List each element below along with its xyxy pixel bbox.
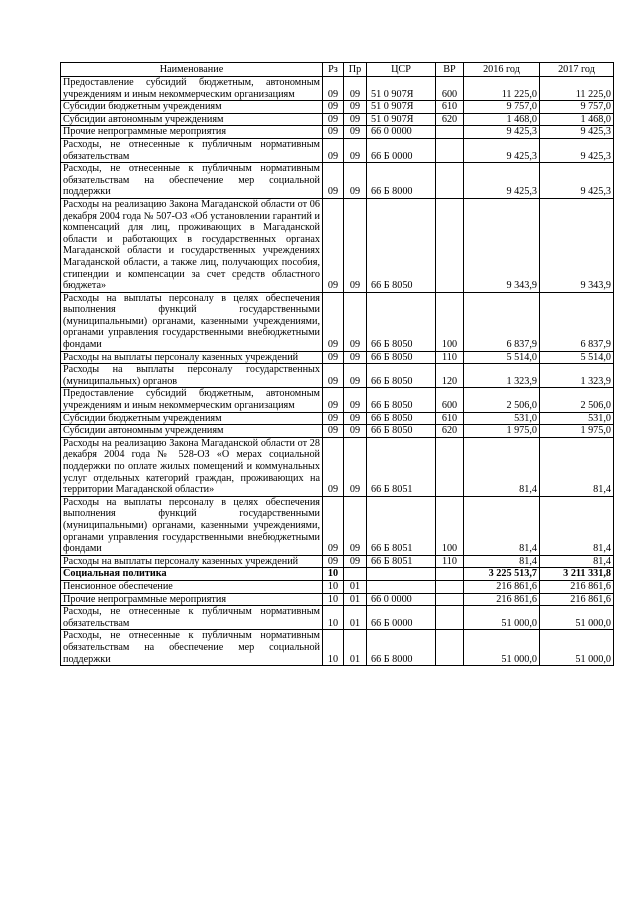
cell-2017: 81,4	[540, 555, 614, 568]
cell-2016: 9 757,0	[464, 101, 540, 114]
col-header-2017: 2017 год	[540, 63, 614, 77]
cell-vr: 600	[436, 77, 464, 101]
cell-pr: 09	[344, 388, 367, 412]
cell-name: Расходы, не отнесенные к публичным нормативным обязательствам на обеспечение мер социальной поддержки	[61, 163, 323, 199]
cell-csr: 66 Б 8050	[367, 425, 436, 438]
table-row	[61, 198, 614, 292]
cell-rz: 09	[323, 138, 344, 162]
cell-2016: 2 506,0	[464, 388, 540, 412]
cell-pr: 09	[344, 555, 367, 568]
cell-csr: 66 Б 8050	[367, 351, 436, 364]
cell-csr: 51 0 907Я	[367, 77, 436, 101]
cell-rz: 10	[323, 593, 344, 606]
cell-rz: 09	[323, 101, 344, 114]
table-row	[61, 77, 614, 101]
table-row	[61, 496, 614, 555]
cell-rz: 09	[323, 388, 344, 412]
cell-2016: 81,4	[464, 555, 540, 568]
cell-pr: 09	[344, 163, 367, 199]
cell-csr: 66 Б 8050	[367, 292, 436, 351]
cell-2017: 11 225,0	[540, 77, 614, 101]
cell-2017: 9 425,3	[540, 163, 614, 199]
cell-2017: 81,4	[540, 496, 614, 555]
cell-name: Прочие непрограммные мероприятия	[61, 593, 323, 606]
cell-2016: 51 000,0	[464, 630, 540, 666]
cell-csr	[367, 568, 436, 581]
cell-name: Расходы на реализацию Закона Магаданской области от 28 декабря 2004 года № 528-ОЗ «О мерах социальной поддержки по оплате жилых помещений и коммунальных услуг отдельных категорий граждан, проживающих на территории Магаданской области»	[61, 437, 323, 496]
cell-2016: 81,4	[464, 496, 540, 555]
cell-2017: 2 506,0	[540, 388, 614, 412]
cell-vr	[436, 126, 464, 139]
cell-name: Расходы, не отнесенные к публичным нормативным обязательствам	[61, 138, 323, 162]
cell-vr: 100	[436, 496, 464, 555]
cell-vr: 110	[436, 351, 464, 364]
col-header-rz: Рз	[323, 63, 344, 77]
table-row	[61, 425, 614, 438]
cell-pr: 09	[344, 138, 367, 162]
cell-vr	[436, 580, 464, 593]
cell-2017: 216 861,6	[540, 593, 614, 606]
cell-name: Субсидии автономным учреждениям	[61, 425, 323, 438]
cell-csr: 66 Б 8000	[367, 163, 436, 199]
cell-2017: 51 000,0	[540, 606, 614, 630]
cell-2016: 1 975,0	[464, 425, 540, 438]
cell-vr	[436, 593, 464, 606]
cell-name: Субсидии автономным учреждениям	[61, 113, 323, 126]
cell-name: Предоставление субсидий бюджетным, автономным учреждениям и иным некоммерческим организациям	[61, 388, 323, 412]
cell-rz: 09	[323, 555, 344, 568]
table-row	[61, 351, 614, 364]
table-row	[61, 593, 614, 606]
budget-table	[60, 62, 614, 666]
cell-csr: 66 Б 8050	[367, 198, 436, 292]
cell-2016: 9 425,3	[464, 163, 540, 199]
table-row	[61, 555, 614, 568]
cell-2016: 216 861,6	[464, 593, 540, 606]
cell-vr: 100	[436, 292, 464, 351]
cell-pr: 09	[344, 198, 367, 292]
cell-csr: 66 Б 8050	[367, 364, 436, 388]
cell-pr: 01	[344, 630, 367, 666]
cell-csr: 66 Б 8051	[367, 437, 436, 496]
cell-2017: 51 000,0	[540, 630, 614, 666]
table-row	[61, 101, 614, 114]
cell-name: Расходы на выплаты персоналу казенных учреждений	[61, 351, 323, 364]
cell-rz: 10	[323, 606, 344, 630]
cell-2016: 1 468,0	[464, 113, 540, 126]
cell-csr: 66 0 0000	[367, 126, 436, 139]
cell-pr: 09	[344, 351, 367, 364]
cell-rz: 10	[323, 630, 344, 666]
cell-name: Расходы, не отнесенные к публичным нормативным обязательствам на обеспечение мер социальной поддержки	[61, 630, 323, 666]
cell-vr	[436, 163, 464, 199]
cell-pr: 09	[344, 437, 367, 496]
cell-name: Субсидии бюджетным учреждениям	[61, 412, 323, 425]
cell-name: Пенсионное обеспечение	[61, 580, 323, 593]
table-row	[61, 630, 614, 666]
cell-vr	[436, 606, 464, 630]
table-row	[61, 412, 614, 425]
cell-2016: 9 343,9	[464, 198, 540, 292]
cell-name: Расходы на реализацию Закона Магаданской области от 06 декабря 2004 года № 507-ОЗ «Об установлении гарантий и компенсаций для лиц, проживающих в Магаданской области и работающих в государственных органах Магаданской области и государственных учреждениях Магаданской области, а также лиц, получающих пособия, стипендии и компенсации за счет средств областного бюджета»	[61, 198, 323, 292]
table-row	[61, 606, 614, 630]
cell-2016: 6 837,9	[464, 292, 540, 351]
cell-csr: 51 0 907Я	[367, 101, 436, 114]
cell-2017: 1 468,0	[540, 113, 614, 126]
cell-csr: 66 0 0000	[367, 593, 436, 606]
cell-2016: 9 425,3	[464, 138, 540, 162]
cell-pr: 09	[344, 292, 367, 351]
cell-pr: 09	[344, 364, 367, 388]
cell-rz: 09	[323, 77, 344, 101]
cell-rz: 09	[323, 425, 344, 438]
table-row	[61, 437, 614, 496]
cell-pr: 09	[344, 496, 367, 555]
cell-2016: 9 425,3	[464, 126, 540, 139]
col-header-2016: 2016 год	[464, 63, 540, 77]
cell-rz: 09	[323, 437, 344, 496]
cell-csr: 66 Б 0000	[367, 606, 436, 630]
cell-2017: 1 975,0	[540, 425, 614, 438]
cell-2017: 81,4	[540, 437, 614, 496]
col-header-name: Наименование	[61, 63, 323, 77]
cell-2017: 9 425,3	[540, 126, 614, 139]
table-row	[61, 113, 614, 126]
cell-2017: 1 323,9	[540, 364, 614, 388]
cell-name: Расходы, не отнесенные к публичным нормативным обязательствам	[61, 606, 323, 630]
cell-pr: 09	[344, 77, 367, 101]
cell-pr: 09	[344, 425, 367, 438]
cell-vr: 600	[436, 388, 464, 412]
cell-pr: 01	[344, 593, 367, 606]
cell-pr: 09	[344, 113, 367, 126]
cell-2016: 5 514,0	[464, 351, 540, 364]
cell-rz: 09	[323, 163, 344, 199]
cell-pr: 09	[344, 126, 367, 139]
cell-2017: 3 211 331,8	[540, 568, 614, 581]
table-row	[61, 388, 614, 412]
cell-2016: 81,4	[464, 437, 540, 496]
cell-name: Расходы на выплаты персоналу государственных (муниципальных) органов	[61, 364, 323, 388]
cell-csr: 66 Б 8051	[367, 555, 436, 568]
cell-vr	[436, 437, 464, 496]
cell-2017: 9 757,0	[540, 101, 614, 114]
cell-vr	[436, 568, 464, 581]
cell-vr: 620	[436, 113, 464, 126]
cell-2017: 5 514,0	[540, 351, 614, 364]
cell-rz: 09	[323, 496, 344, 555]
cell-2017: 216 861,6	[540, 580, 614, 593]
table-row	[61, 138, 614, 162]
cell-pr: 01	[344, 606, 367, 630]
cell-name: Предоставление субсидий бюджетным, автономным учреждениям и иным некоммерческим организациям	[61, 77, 323, 101]
table-row	[61, 364, 614, 388]
cell-pr	[344, 568, 367, 581]
table-row	[61, 568, 614, 581]
cell-rz: 09	[323, 126, 344, 139]
cell-pr: 09	[344, 412, 367, 425]
cell-rz: 10	[323, 568, 344, 581]
header-row	[61, 63, 614, 77]
cell-name: Расходы на выплаты персоналу казенных учреждений	[61, 555, 323, 568]
cell-vr	[436, 630, 464, 666]
table-row	[61, 163, 614, 199]
col-header-vr: ВР	[436, 63, 464, 77]
cell-2016: 216 861,6	[464, 580, 540, 593]
cell-pr: 01	[344, 580, 367, 593]
cell-csr: 66 Б 8000	[367, 630, 436, 666]
cell-csr: 51 0 907Я	[367, 113, 436, 126]
table-row	[61, 126, 614, 139]
table-row	[61, 292, 614, 351]
cell-rz: 09	[323, 113, 344, 126]
col-header-pr: Пр	[344, 63, 367, 77]
cell-csr	[367, 580, 436, 593]
cell-2017: 9 425,3	[540, 138, 614, 162]
cell-csr: 66 Б 8050	[367, 388, 436, 412]
cell-rz: 09	[323, 198, 344, 292]
cell-rz: 09	[323, 292, 344, 351]
cell-2017: 9 343,9	[540, 198, 614, 292]
cell-name: Расходы на выплаты персоналу в целях обеспечения выполнения функций государственными (муниципальными) органами, казенными учреждениями, органами управления государственными внебюджетными фондами	[61, 292, 323, 351]
col-header-csr: ЦСР	[367, 63, 436, 77]
cell-name: Субсидии бюджетным учреждениям	[61, 101, 323, 114]
cell-vr: 110	[436, 555, 464, 568]
cell-rz: 09	[323, 351, 344, 364]
cell-rz: 10	[323, 580, 344, 593]
cell-name: Прочие непрограммные мероприятия	[61, 126, 323, 139]
cell-vr: 620	[436, 425, 464, 438]
cell-rz: 09	[323, 412, 344, 425]
cell-csr: 66 Б 8051	[367, 496, 436, 555]
cell-2016: 3 225 513,7	[464, 568, 540, 581]
cell-csr: 66 Б 8050	[367, 412, 436, 425]
cell-2016: 11 225,0	[464, 77, 540, 101]
cell-vr	[436, 198, 464, 292]
cell-name: Социальная политика	[61, 568, 323, 581]
cell-2017: 6 837,9	[540, 292, 614, 351]
cell-csr: 66 Б 0000	[367, 138, 436, 162]
cell-2016: 531,0	[464, 412, 540, 425]
cell-rz: 09	[323, 364, 344, 388]
cell-vr: 610	[436, 101, 464, 114]
cell-vr: 120	[436, 364, 464, 388]
cell-vr	[436, 138, 464, 162]
cell-name: Расходы на выплаты персоналу в целях обеспечения выполнения функций государственными (муниципальными) органами, казенными учреждениями, органами управления государственными внебюджетными фондами	[61, 496, 323, 555]
cell-2016: 51 000,0	[464, 606, 540, 630]
cell-pr: 09	[344, 101, 367, 114]
table-row	[61, 580, 614, 593]
cell-vr: 610	[436, 412, 464, 425]
cell-2016: 1 323,9	[464, 364, 540, 388]
cell-2017: 531,0	[540, 412, 614, 425]
